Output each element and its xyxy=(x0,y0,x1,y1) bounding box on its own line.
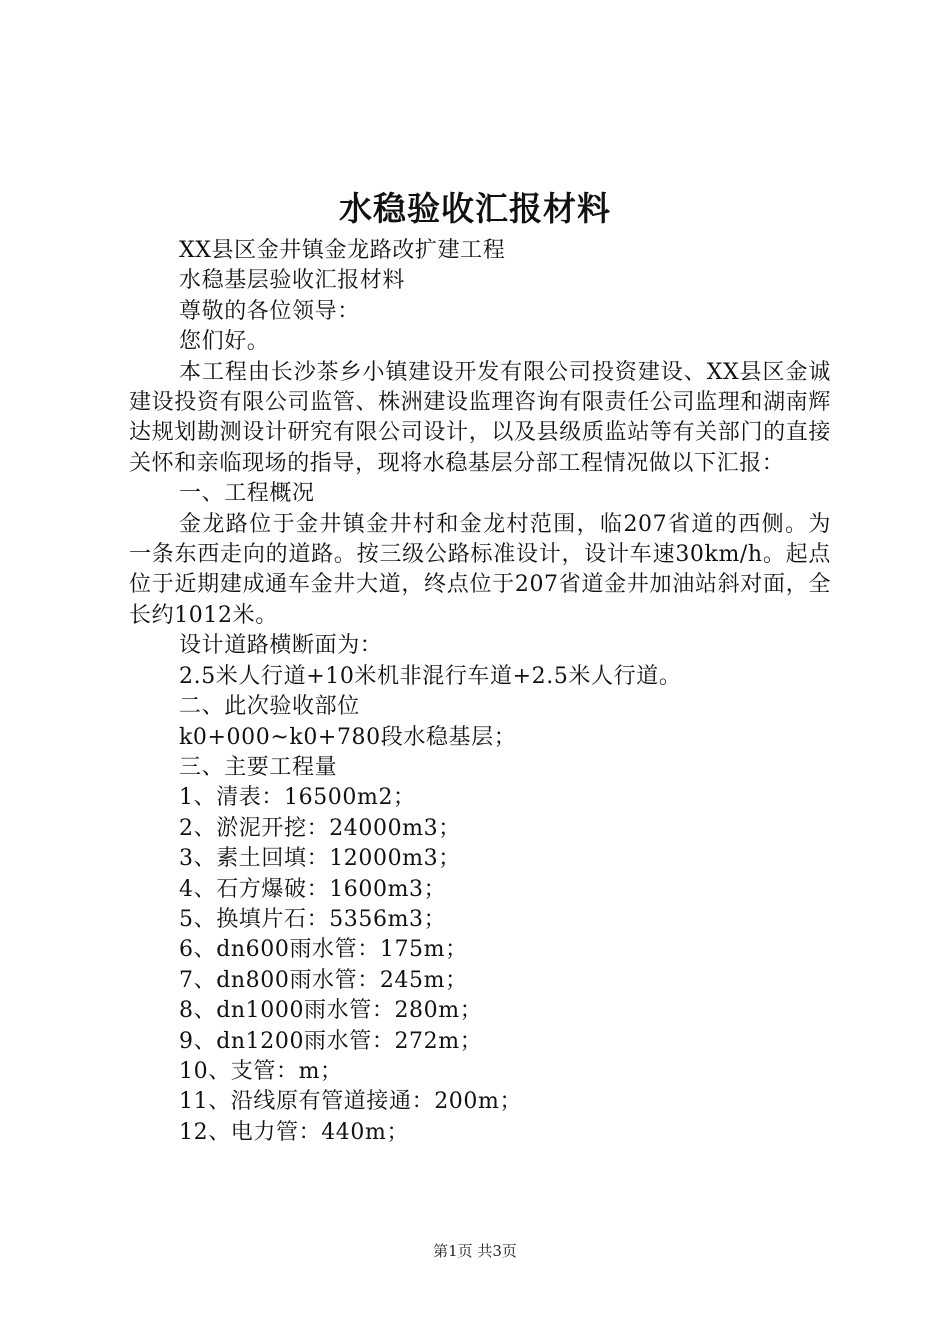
quantity-item: 7、dn800雨水管：245m； xyxy=(179,967,468,993)
paragraph-report-name: 水稳基层验收汇报材料 xyxy=(179,268,406,294)
paragraph-cross-section-label: 设计道路横断面为： xyxy=(179,633,383,659)
paragraph-acceptance-part: k0+000~k0+780段水稳基层； xyxy=(179,724,517,750)
document-title: 水稳验收汇报材料 xyxy=(339,189,611,228)
paragraph-salutation: 尊敬的各位领导： xyxy=(179,298,360,324)
quantity-item: 8、dn1000雨水管：280m； xyxy=(179,998,483,1024)
paragraph-cross-section-value: 2.5米人行道+10米机非混行车道+2.5米人行道。 xyxy=(179,663,682,689)
quantity-item: 11、沿线原有管道接通：200m； xyxy=(179,1089,523,1115)
paragraph-overview: 金龙路位于金井镇金井村和金龙村范围，临207省道的西侧。为一条东西走向的道路。按三级公路标准设计，设计车速30km/h。起点位于近期建成通车金井大道，终点位于207省道金井加油站斜对面，全长约1012米。 xyxy=(129,511,831,628)
paragraph-introduction: 本工程由长沙茶乡小镇建设开发有限公司投资建设、XX县区金诚建设投资有限公司监管、株洲建设监理咨询有限责任公司监理和湖南辉达规划勘测设计研究有限公司设计，以及县级质监站等有关部门的直接关怀和亲临现场的指导，现将水稳基层分部工程情况做以下汇报： xyxy=(129,359,831,476)
quantity-item: 2、淤泥开挖：24000m3； xyxy=(179,815,461,841)
quantity-item: 4、石方爆破：1600m3； xyxy=(179,876,447,902)
section-heading-acceptance-part: 二、此次验收部位 xyxy=(179,694,360,720)
quantity-item: 9、dn1200雨水管：272m； xyxy=(179,1028,483,1054)
quantity-item: 12、电力管：440m； xyxy=(179,1119,410,1145)
quantity-item: 1、清表：16500m2； xyxy=(179,785,416,811)
paragraph-greeting: 您们好。 xyxy=(179,329,270,355)
document-body xyxy=(129,236,831,1148)
paragraph-project-name: XX县区金井镇金龙路改扩建工程 xyxy=(179,238,506,263)
quantity-item: 3、素土回填：12000m3； xyxy=(179,846,461,872)
section-heading-overview: 一、工程概况 xyxy=(179,481,315,507)
section-heading-quantities: 三、主要工程量 xyxy=(179,754,338,780)
quantity-item: 10、支管：m； xyxy=(179,1058,343,1084)
quantity-item: 6、dn600雨水管：175m； xyxy=(179,937,468,963)
quantity-item: 5、换填片石：5356m3； xyxy=(179,906,447,932)
page-number-footer: 第1页 共3页 xyxy=(433,1242,517,1260)
